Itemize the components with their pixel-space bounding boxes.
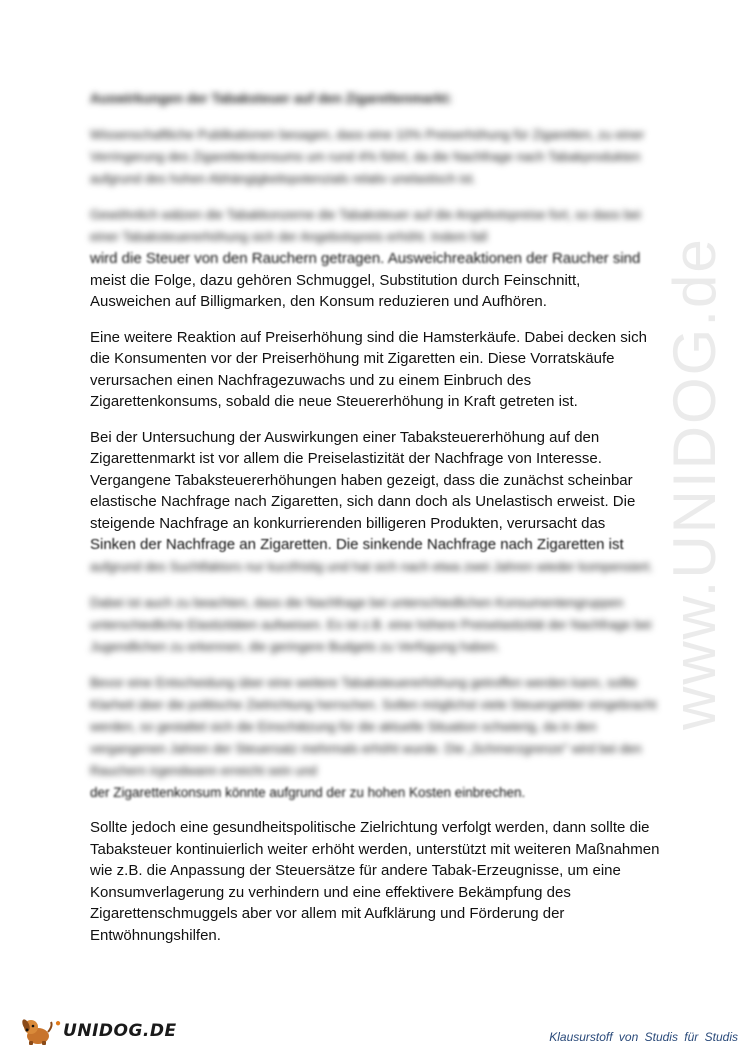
paragraph-7: Sollte jedoch eine gesundheitspolitische Zielrichtung verfolgt werden, dann sollte die Tabaksteuer kontinuierlich weiter erhöht werden, unterstützt mit weiteren Maßnahmen wie z.B. die Anpassung der Steuersätze für andere Tabak-Erzeugnisse, um eine Konsumverlagerung zu verhindern und eine effektivere Bekämpfung des Zigarettenschmuggels aber vor allem mit Aufklärung und Förderung der Entwöhnungshilfen. [90, 819, 660, 944]
paragraph-6-blurred: Bevor eine Entscheidung über eine weitere Tabaksteuererhöhung getroffen werden kann, sollte Klarheit über die politische Zielrichtung herrschen. Sollen möglichst viele Steuergelder eingebracht werden, so gestaltet sich die Einschätzung für die aktuelle Situation schwierig, da in den vergangenen Jahren der Steuersatz mehrmals erhöht wurde. Die „Schmerzgrenze" wird bei den Rauchern irgendwann erreicht sein und [90, 674, 657, 778]
logo-text: UNIDOG.DE [63, 1021, 177, 1041]
paragraph-4-clear: Bei der Untersuchung der Auswirkungen einer Tabaksteuererhöhung auf den Zigarettenmarkt ist vor allem die Preiselastizität der Nachfrage von Interesse. Vergangene Tabaksteuererhöhungen haben gezeigt, dass die zunächst scheinbar elastische Nachfrage nach Zigaretten, sich dann doch als Unelastisch erweist. Die steigende Nachfrage an konkurrierenden billigeren Produkten, verursacht das [90, 428, 636, 532]
section-heading: Auswirkungen der Tabaksteuer auf den Zigarettenmarkt: [90, 91, 453, 106]
paragraph-4 [90, 427, 665, 578]
paragraph-6-half-line: der Zigarettenkonsum könnte aufgrund der zu hohen Kosten einbrechen. [90, 784, 526, 800]
document-body [90, 88, 665, 960]
paragraph-2-line-c: Ausweichen auf Billigmarken, den Konsum reduzieren und Aufhören. [90, 293, 547, 310]
unidog-logo[interactable] [20, 1015, 177, 1047]
footer-tagline: Klausurstoff von Studis für Studis [549, 1030, 738, 1044]
paragraph-4-half-line: Sinken der Nachfrage an Zigaretten. Die sinkende Nachfrage nach Zigaretten ist [90, 536, 624, 553]
paw-icon: ● [55, 1017, 62, 1029]
paragraph-2-line-a: wird die Steuer von den Rauchern getragen. Ausweichreaktionen der Raucher sind [90, 250, 641, 267]
dog-icon [20, 1016, 54, 1046]
paragraph-1: Wissenschaftliche Publikationen besagen, dass eine 10% Preiserhöhung für Zigaretten, zu einer Verringerung des Zigarettenkonsums um rund 4% führt, da die Nachfrage nach Tabakprodukten aufgrund des hohen Abhängigkeitspotenzials relativ unelastisch ist. [90, 127, 645, 186]
paragraph-2 [90, 204, 665, 313]
paragraph-4-blurred: aufgrund des Suchtfaktors nur kurzfristig und hat sich nach etwa zwei Jahren wieder kompensiert. [90, 558, 653, 574]
paragraph-2-half-line [90, 248, 665, 270]
paragraph-6 [90, 672, 665, 804]
watermark: www.UNIDOG.de [661, 237, 728, 730]
paragraph-5: Dabei ist auch zu beachten, dass die Nachfrage bei unterschiedlichen Konsumentengruppen unterschiedliche Elastizitäten aufweisen. Es ist z.B. eine höhere Preiselastizität der Nachfrage bei Jugendlichen zu erkennen, die geringere Budgets zu Verfügung haben. [90, 594, 652, 654]
paragraph-2-blurred: Gewöhnlich wälzen die Tabakkonzerne die Tabaksteuer auf die Angebotspreise fort, so dass bei einer Tabaksteuererhöhung sich der Angebotspreis erhöht. Indem fall [90, 207, 641, 244]
paragraph-3: Eine weitere Reaktion auf Preiserhöhung sind die Hamsterkäufe. Dabei decken sich die Konsumenten vor der Preiserhöhung mit Zigaretten ein. Diese Vorratskäufe verursachen einen Nachfragezuwachs und zu einem Einbruch des Zigarettenkonsums, sobald die neue Steuererhöhung in Kraft getreten ist. [90, 328, 647, 410]
paragraph-2-line-b: meist die Folge, dazu gehören Schmuggel, Substitution durch Feinschnitt, [90, 271, 581, 289]
